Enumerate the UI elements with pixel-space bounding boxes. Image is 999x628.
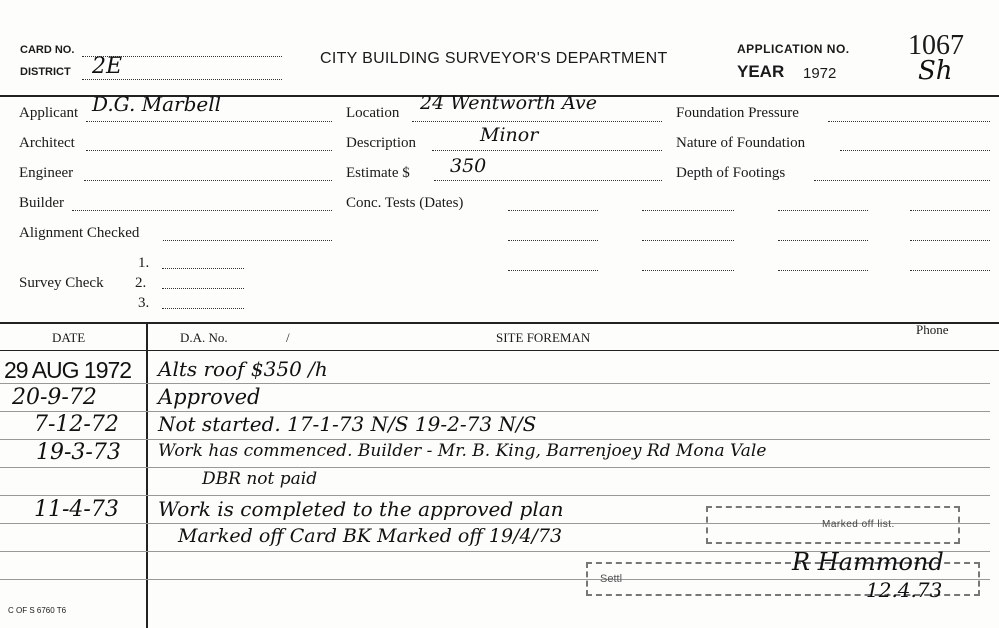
application-label: APPLICATION NO. bbox=[737, 42, 850, 56]
survey-line-1 bbox=[162, 268, 244, 269]
builder-line bbox=[72, 210, 332, 211]
conc-date-blank bbox=[642, 210, 734, 211]
conc-date-blank bbox=[508, 270, 598, 271]
signature: R Hammond bbox=[792, 548, 944, 576]
log-row-line bbox=[0, 495, 990, 496]
da-header: D.A. No. bbox=[180, 330, 228, 345]
architect-label: Architect bbox=[19, 135, 75, 151]
log-header-rule bbox=[0, 350, 999, 351]
marked-off-stamp-text: Marked off list. bbox=[822, 519, 895, 530]
survey-line-3 bbox=[162, 308, 244, 309]
conc-date-blank bbox=[508, 210, 598, 211]
log-row-line bbox=[0, 439, 990, 440]
conc-date-blank bbox=[778, 270, 868, 271]
date-header: DATE bbox=[52, 330, 86, 345]
conc-date-blank bbox=[508, 240, 598, 241]
engineer-line bbox=[84, 180, 332, 181]
log-date: 11-4-73 bbox=[34, 497, 119, 522]
district-label: DISTRICT bbox=[20, 66, 71, 78]
log-row-line bbox=[0, 383, 990, 384]
log-date-stamp: 29 AUG 1972 bbox=[4, 357, 132, 383]
log-entry: Work has commenced. Builder - Mr. B. King, Barrenjoey Rd Mona Vale bbox=[158, 441, 767, 461]
survey-number-2: 2. bbox=[135, 275, 147, 291]
estimate-value: 350 bbox=[450, 155, 487, 177]
depth-footings-line bbox=[814, 180, 990, 181]
conc-date-blank bbox=[642, 240, 734, 241]
year-label: YEAR bbox=[737, 62, 785, 81]
form-code: C OF S 6760 T6 bbox=[8, 606, 67, 615]
description-value: Minor bbox=[480, 124, 539, 146]
department-title: CITY BUILDING SURVEYOR'S DEPARTMENT bbox=[320, 50, 668, 67]
alignment-line bbox=[163, 240, 332, 241]
district-line bbox=[82, 79, 282, 80]
conc-date-blank bbox=[910, 270, 990, 271]
applicant-line bbox=[86, 121, 332, 122]
location-value: 24 Wentworth Ave bbox=[420, 92, 597, 114]
survey-number-1: 1. bbox=[138, 255, 150, 271]
signature-date: 12.4.73 bbox=[866, 578, 943, 602]
depth-footings-label: Depth of Footings bbox=[676, 165, 786, 181]
log-entry: Marked off Card BK Marked off 19/4/73 bbox=[178, 525, 563, 547]
alignment-label: Alignment Checked bbox=[19, 225, 140, 241]
builder-label: Builder bbox=[19, 195, 64, 211]
foreman-header: SITE FOREMAN bbox=[496, 330, 591, 345]
survey-label: Survey Check bbox=[19, 275, 104, 291]
estimate-label: Estimate $ bbox=[346, 165, 410, 181]
survey-number-3: 3. bbox=[138, 295, 150, 311]
applicant-label: Applicant bbox=[19, 105, 79, 121]
conc-date-blank bbox=[778, 210, 868, 211]
log-date: 7-12-72 bbox=[34, 412, 119, 437]
conc-date-blank bbox=[910, 240, 990, 241]
log-row-line bbox=[0, 467, 990, 468]
survey-line-2 bbox=[162, 288, 244, 289]
district-value: 2E bbox=[92, 54, 123, 79]
conc-date-blank bbox=[778, 240, 868, 241]
nature-foundation-line bbox=[840, 150, 990, 151]
architect-line bbox=[86, 150, 332, 151]
log-date-divider bbox=[146, 322, 148, 628]
log-entry: Alts roof $350 /h bbox=[158, 357, 328, 381]
log-entry: Work is completed to the approved plan bbox=[158, 497, 564, 521]
log-entry: Not started. 17-1-73 N/S 19-2-73 N/S bbox=[158, 412, 537, 436]
nature-foundation-label: Nature of Foundation bbox=[676, 135, 806, 151]
engineer-label: Engineer bbox=[19, 165, 74, 181]
card-no-label: CARD NO. bbox=[20, 44, 75, 56]
initials: Sh bbox=[918, 56, 953, 86]
log-date: 19-3-73 bbox=[36, 440, 121, 465]
conc-date-blank bbox=[910, 210, 990, 211]
year-value: 1972 bbox=[803, 65, 837, 82]
applicant-value: D.G. Marbell bbox=[92, 92, 222, 116]
log-entry: Approved bbox=[158, 385, 261, 409]
location-line bbox=[412, 121, 662, 122]
conc-tests-label: Conc. Tests (Dates) bbox=[346, 195, 464, 211]
description-label: Description bbox=[346, 135, 416, 151]
log-top-rule bbox=[0, 322, 999, 324]
phone-header: Phone bbox=[916, 322, 949, 337]
foundation-pressure-label: Foundation Pressure bbox=[676, 105, 799, 121]
location-label: Location bbox=[346, 105, 400, 121]
description-line bbox=[432, 150, 662, 151]
settlement-stamp-text: Settl bbox=[600, 573, 623, 585]
foundation-pressure-line bbox=[828, 121, 990, 122]
conc-date-blank bbox=[642, 270, 734, 271]
log-date: 20-9-72 bbox=[12, 385, 97, 410]
application-number: 1067 bbox=[908, 30, 964, 61]
log-entry: DBR not paid bbox=[202, 469, 318, 489]
estimate-line bbox=[434, 180, 662, 181]
da-slash: / bbox=[286, 330, 290, 345]
